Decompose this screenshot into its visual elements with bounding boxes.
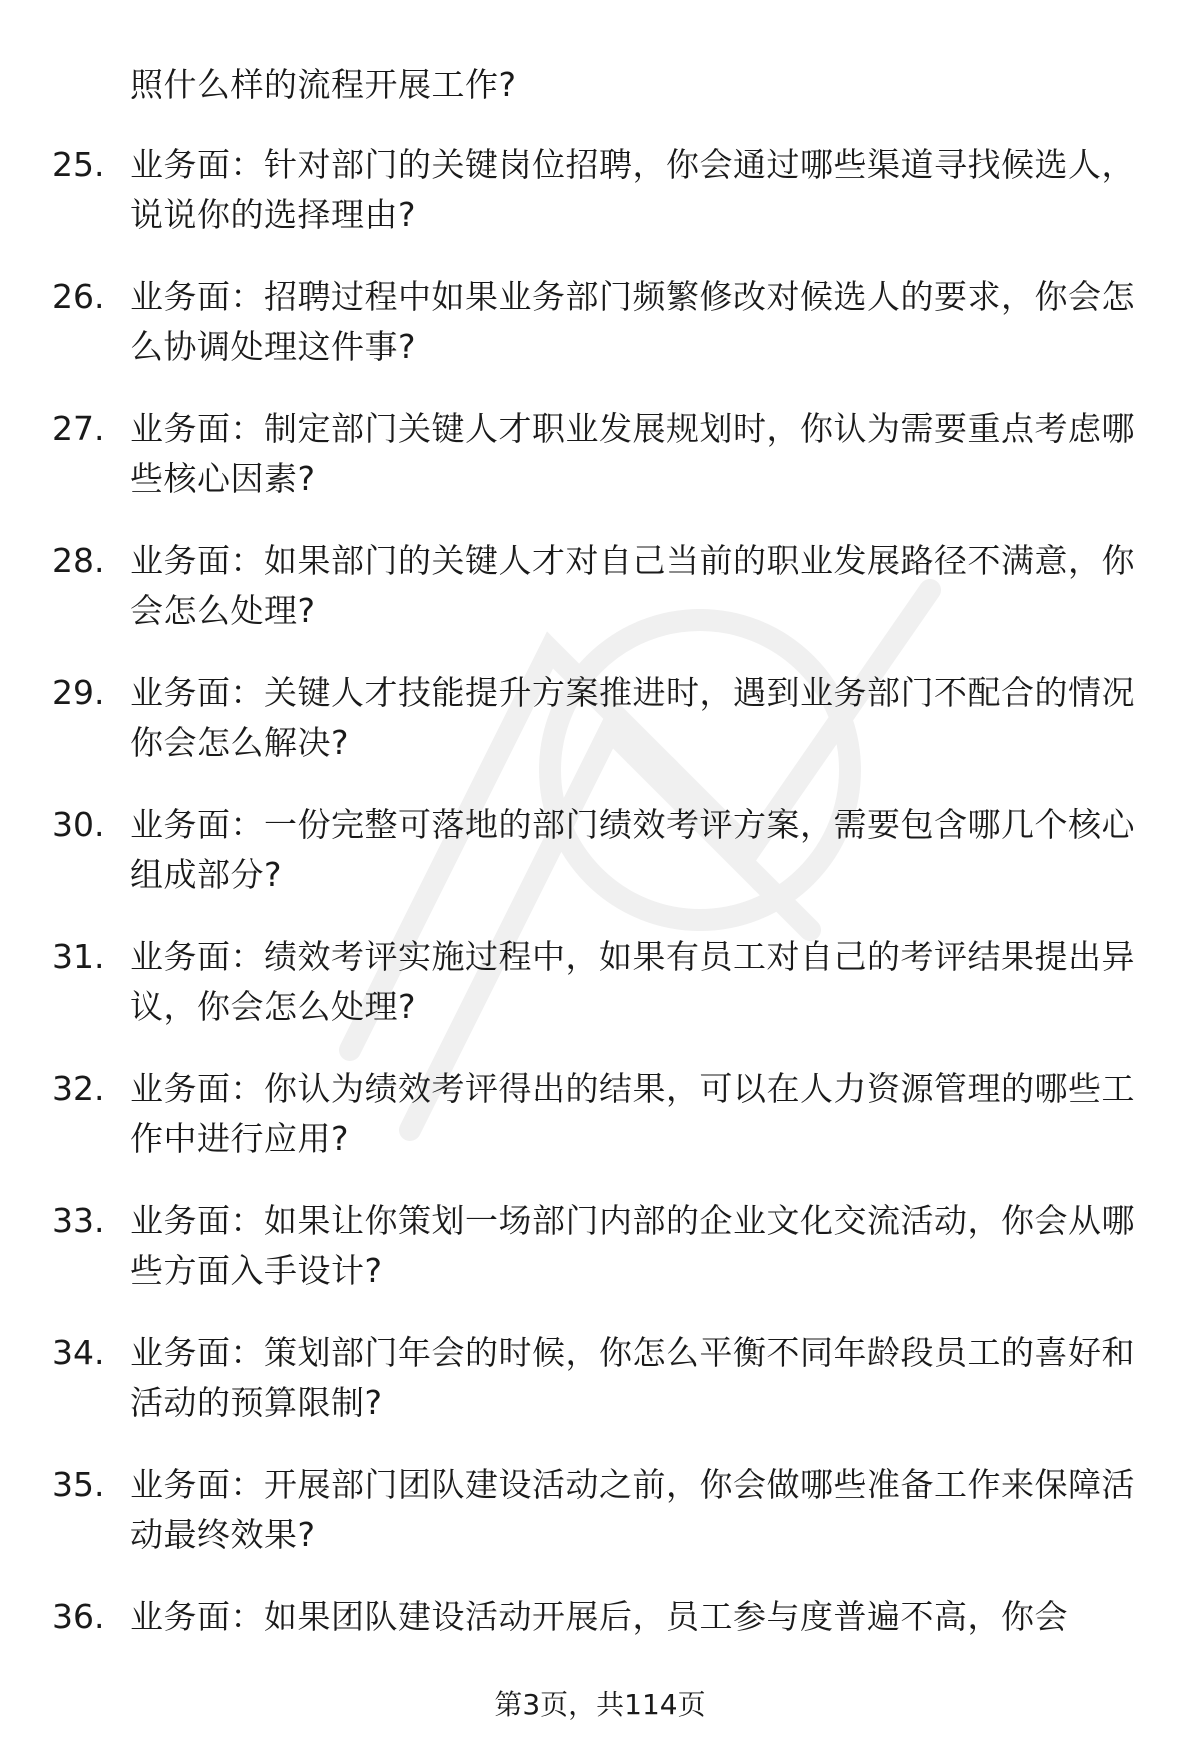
question-text: 业务面：如果部门的关键人才对自己当前的职业发展路径不满意，你会怎么处理?	[130, 541, 1135, 630]
question-item	[0, 800, 1200, 932]
question-number: 26.	[52, 277, 105, 316]
question-number: 28.	[52, 541, 105, 580]
question-text: 业务面：关键人才技能提升方案推进时，遇到业务部门不配合的情况你会怎么解决?	[130, 673, 1135, 762]
question-item	[0, 140, 1200, 272]
question-number: 33.	[52, 1201, 105, 1240]
question-text: 业务面：制定部门关键人才职业发展规划时，你认为需要重点考虑哪些核心因素?	[130, 409, 1135, 498]
question-text: 业务面：针对部门的关键岗位招聘，你会通过哪些渠道寻找候选人，说说你的选择理由?	[130, 145, 1135, 234]
question-item	[0, 1460, 1200, 1592]
question-item	[0, 668, 1200, 800]
question-text: 业务面：绩效考评实施过程中，如果有员工对自己的考评结果提出异议，你会怎么处理?	[130, 937, 1135, 1026]
question-number: 30.	[52, 805, 105, 844]
question-number: 29.	[52, 673, 105, 712]
question-item	[0, 404, 1200, 536]
question-list	[0, 140, 1200, 1724]
question-number: 32.	[52, 1069, 105, 1108]
question-number: 35.	[52, 1465, 105, 1504]
question-number: 25.	[52, 145, 105, 184]
question-text: 业务面：一份完整可落地的部门绩效考评方案，需要包含哪几个核心组成部分?	[130, 805, 1135, 894]
question-text: 业务面：如果团队建设活动开展后，员工参与度普遍不高，你会	[130, 1597, 1068, 1636]
question-item	[0, 932, 1200, 1064]
question-item	[0, 536, 1200, 668]
question-number: 36.	[52, 1597, 105, 1636]
question-text: 业务面：你认为绩效考评得出的结果，可以在人力资源管理的哪些工作中进行应用?	[130, 1069, 1135, 1158]
page-footer: 第3页，共114页	[494, 1688, 706, 1721]
question-item	[0, 1328, 1200, 1460]
question-number: 34.	[52, 1333, 105, 1372]
question-text: 业务面：开展部门团队建设活动之前，你会做哪些准备工作来保障活动最终效果?	[130, 1465, 1135, 1554]
question-number: 31.	[52, 937, 105, 976]
question-item	[0, 1196, 1200, 1328]
question-text: 业务面：招聘过程中如果业务部门频繁修改对候选人的要求，你会怎么协调处理这件事?	[130, 277, 1135, 366]
continuation-text: 照什么样的流程开展工作?	[130, 65, 517, 104]
question-text: 业务面：如果让你策划一场部门内部的企业文化交流活动，你会从哪些方面入手设计?	[130, 1201, 1135, 1290]
question-item	[0, 1064, 1200, 1196]
question-number: 27.	[52, 409, 105, 448]
question-item	[0, 272, 1200, 404]
question-text: 业务面：策划部门年会的时候，你怎么平衡不同年龄段员工的喜好和活动的预算限制?	[130, 1333, 1135, 1422]
